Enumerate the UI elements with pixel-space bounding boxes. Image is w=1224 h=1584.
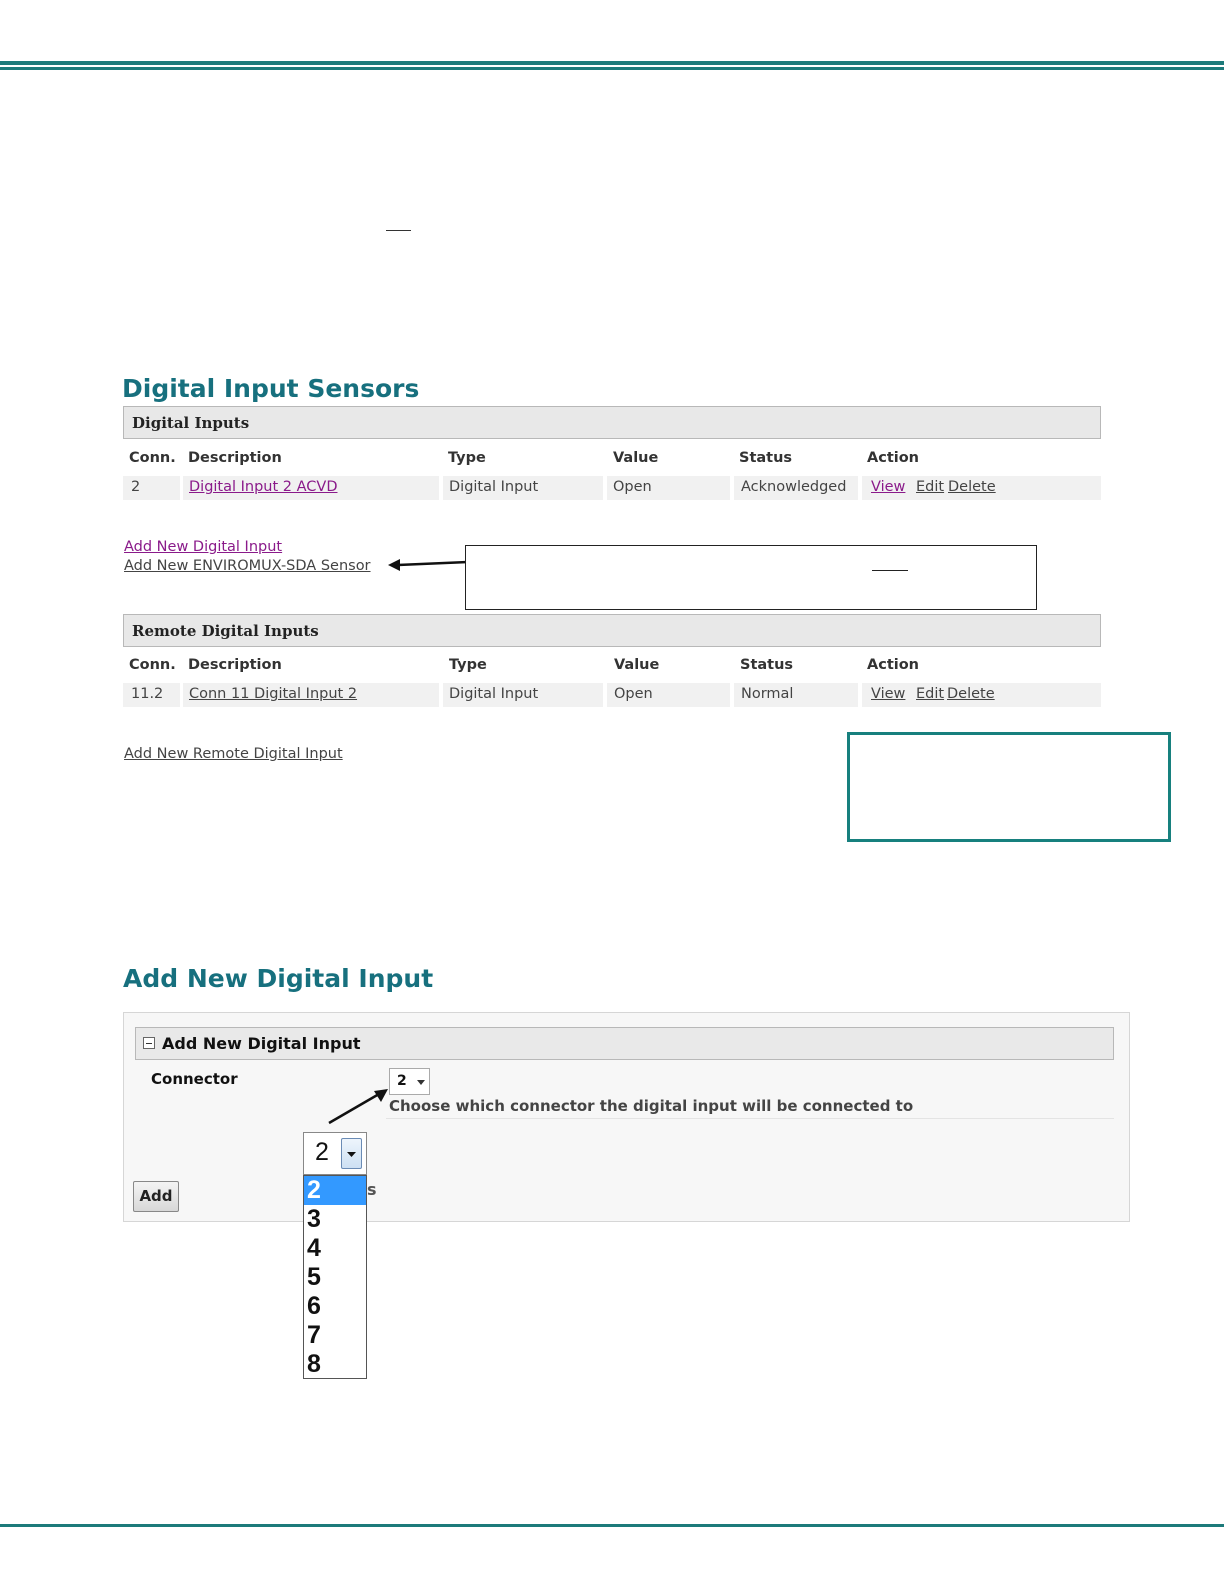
option-3[interactable]: 3 (307, 1205, 321, 1233)
sensor-description-link[interactable]: Digital Input 2 ACVD (189, 479, 338, 495)
cell-conn: 11.2 (131, 686, 164, 702)
add-form-header-label: Add New Digital Input (162, 1034, 361, 1053)
add-digital-input-link[interactable]: Add New Digital Input (124, 539, 283, 555)
note-box (847, 732, 1171, 842)
col-action: Action (867, 450, 920, 466)
callout-underline-mark (872, 570, 908, 571)
col-value: Value (613, 450, 659, 466)
cell-type: Digital Input (449, 479, 539, 495)
chevron-down-icon (347, 1152, 356, 1158)
option-2[interactable]: 2 (304, 1176, 366, 1205)
cell-status: Normal (741, 686, 794, 702)
zoomed-connector-select[interactable] (303, 1132, 367, 1175)
remote-description-link[interactable]: Conn 11 Digital Input 2 (189, 686, 358, 702)
add-sda-sensor-link[interactable]: Add New ENVIROMUX-SDA Sensor (124, 558, 371, 574)
dropdown-button[interactable] (341, 1138, 362, 1169)
col-conn: Conn. (129, 657, 176, 673)
cell-conn: 2 (131, 479, 141, 495)
divider (386, 1118, 1114, 1119)
col-description: Description (188, 450, 282, 466)
cell-value: Open (613, 479, 652, 495)
option-7[interactable]: 7 (307, 1321, 321, 1349)
collapse-icon[interactable] (143, 1037, 155, 1049)
edit-link[interactable]: Edit (916, 479, 945, 495)
connector-help-text: Choose which connector the digital input will be connected to (389, 1097, 914, 1115)
col-status: Status (739, 450, 793, 466)
connector-options-list[interactable] (303, 1175, 367, 1379)
add-remote-digital-input-link[interactable]: Add New Remote Digital Input (124, 746, 343, 762)
col-type: Type (449, 657, 487, 673)
edit-link[interactable]: Edit (916, 686, 945, 702)
col-status: Status (740, 657, 794, 673)
digital-inputs-header: Digital Inputs (123, 406, 1101, 439)
remote-inputs-header: Remote Digital Inputs (123, 614, 1101, 647)
cell-value: Open (614, 686, 653, 702)
col-description: Description (188, 657, 282, 673)
option-5[interactable]: 5 (307, 1263, 321, 1291)
connector-select-value: 2 (397, 1073, 407, 1089)
page-title: Digital Input Sensors (122, 374, 420, 403)
cell-status: Acknowledged (741, 479, 847, 495)
cell-type: Digital Input (449, 686, 539, 702)
col-action: Action (867, 657, 920, 673)
add-button[interactable]: Add (133, 1181, 179, 1212)
col-type: Type (448, 450, 486, 466)
delete-link[interactable]: Delete (948, 479, 996, 495)
col-conn: Conn. (129, 450, 176, 466)
chevron-down-icon (417, 1080, 425, 1086)
header-rule-secondary (0, 67, 1224, 70)
view-link[interactable]: View (871, 686, 906, 702)
delete-link[interactable]: Delete (947, 686, 995, 702)
zoomed-select-value: 2 (315, 1138, 329, 1166)
text-underline-mark (386, 230, 411, 231)
option-6[interactable]: 6 (307, 1292, 321, 1320)
callout-box (465, 545, 1037, 610)
option-4[interactable]: 4 (307, 1234, 321, 1262)
col-value: Value (614, 657, 660, 673)
option-8[interactable]: 8 (307, 1350, 321, 1378)
add-form-header[interactable] (135, 1027, 1114, 1060)
connector-select[interactable] (389, 1068, 430, 1095)
footer-rule (0, 1524, 1224, 1527)
view-link[interactable]: View (871, 479, 906, 495)
pointer-arrow-icon (324, 1085, 394, 1127)
partial-text: s (367, 1180, 377, 1199)
header-rule (0, 61, 1224, 65)
add-page-title: Add New Digital Input (123, 964, 434, 993)
callout-arrow-icon (380, 552, 475, 576)
connector-label: Connector (151, 1070, 238, 1088)
